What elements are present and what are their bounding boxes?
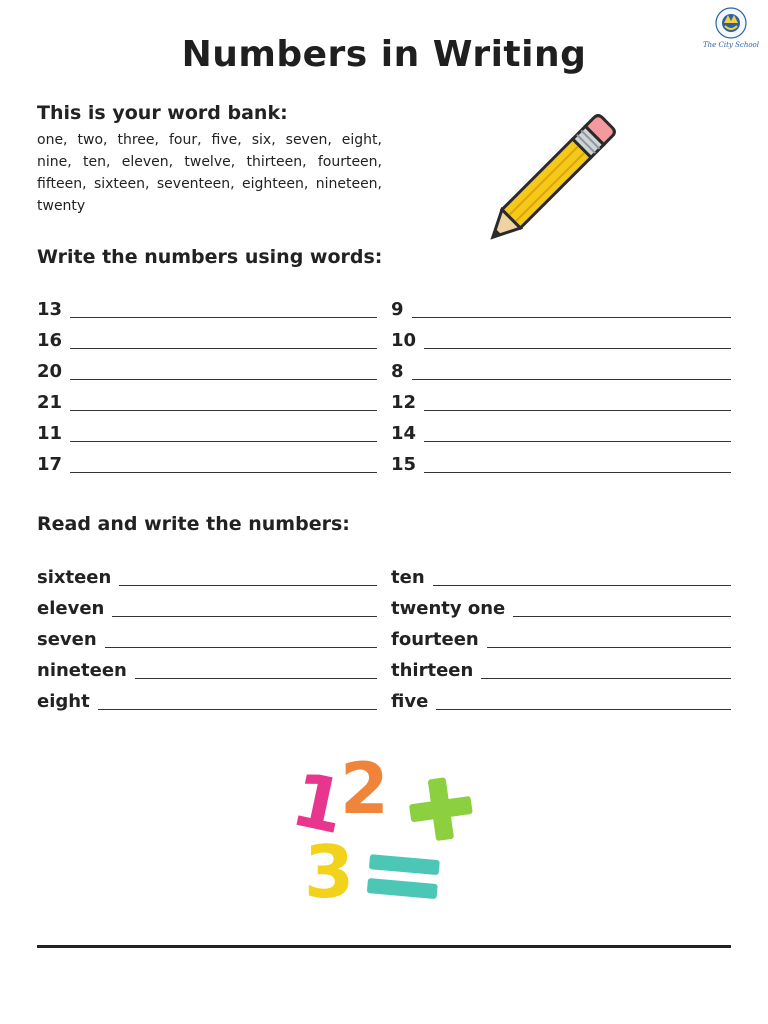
word-label: ten bbox=[391, 567, 425, 588]
word-label: thirteen bbox=[391, 660, 474, 681]
number-label: 11 bbox=[37, 423, 63, 444]
number-row bbox=[391, 326, 731, 352]
school-logo bbox=[700, 6, 762, 58]
number-label: 8 bbox=[391, 361, 404, 382]
word-label: eight bbox=[37, 691, 90, 712]
number-row bbox=[37, 419, 377, 445]
word-row bbox=[37, 594, 377, 620]
number-label: 9 bbox=[391, 299, 404, 320]
page-title: Numbers in Writing bbox=[181, 34, 587, 75]
word-label: seven bbox=[37, 629, 97, 650]
answer-line[interactable] bbox=[70, 378, 377, 380]
section-heading-words: Write the numbers using words: bbox=[37, 246, 383, 268]
answer-line[interactable] bbox=[70, 409, 377, 411]
word-label: twenty one bbox=[391, 598, 506, 619]
number-row bbox=[391, 450, 731, 476]
plus-sign-icon bbox=[406, 774, 476, 844]
word-row bbox=[391, 625, 731, 651]
equals-sign-icon bbox=[367, 854, 440, 899]
number-label: 16 bbox=[37, 330, 63, 351]
digit-two: 2 bbox=[340, 748, 389, 830]
word-label: fourteen bbox=[391, 629, 479, 650]
word-bank-heading: This is your word bank: bbox=[37, 102, 288, 124]
answer-line[interactable] bbox=[70, 471, 377, 473]
number-row bbox=[37, 388, 377, 414]
answer-line[interactable] bbox=[487, 646, 731, 648]
answer-line[interactable] bbox=[481, 677, 731, 679]
answer-line[interactable] bbox=[436, 708, 731, 710]
numbers-decoration-icon bbox=[260, 745, 490, 915]
word-label: sixteen bbox=[37, 567, 112, 588]
number-row bbox=[391, 357, 731, 383]
answer-line[interactable] bbox=[513, 615, 731, 617]
word-row bbox=[37, 563, 377, 589]
word-bank-text: one, two, three, four, five, six, seven, eight, nine, ten, eleven, twelve, thirteen, fourteen, fifteen, sixteen, seventeen, eighteen, nineteen, twenty bbox=[37, 132, 382, 214]
answer-line[interactable] bbox=[112, 615, 377, 617]
word-row bbox=[37, 687, 377, 713]
word-row bbox=[391, 563, 731, 589]
number-row bbox=[391, 388, 731, 414]
answer-line[interactable] bbox=[105, 646, 377, 648]
word-label: eleven bbox=[37, 598, 105, 619]
word-row bbox=[391, 656, 731, 682]
section-heading-numbers: Read and write the numbers: bbox=[37, 513, 350, 535]
school-logo-icon bbox=[714, 6, 748, 40]
word-row bbox=[391, 687, 731, 713]
bottom-divider bbox=[37, 945, 731, 948]
pencil-icon bbox=[475, 100, 635, 250]
digit-three: 3 bbox=[304, 830, 355, 914]
answer-line[interactable] bbox=[412, 378, 731, 380]
number-row bbox=[37, 450, 377, 476]
number-row bbox=[37, 326, 377, 352]
word-label: five bbox=[391, 691, 429, 712]
answer-line[interactable] bbox=[70, 440, 377, 442]
digit-one: 1 bbox=[284, 756, 353, 852]
number-row bbox=[37, 295, 377, 321]
logo-caption: The City School bbox=[702, 41, 760, 49]
number-label: 12 bbox=[391, 392, 417, 413]
answer-line[interactable] bbox=[119, 584, 377, 586]
number-label: 21 bbox=[37, 392, 63, 413]
number-label: 17 bbox=[37, 454, 63, 475]
answer-line[interactable] bbox=[433, 584, 731, 586]
number-label: 14 bbox=[391, 423, 417, 444]
answer-line[interactable] bbox=[412, 316, 731, 318]
number-row bbox=[391, 295, 731, 321]
number-label: 13 bbox=[37, 299, 63, 320]
number-label: 10 bbox=[391, 330, 417, 351]
word-label: nineteen bbox=[37, 660, 127, 681]
answer-line[interactable] bbox=[424, 440, 731, 442]
answer-line[interactable] bbox=[135, 677, 377, 679]
answer-line[interactable] bbox=[98, 708, 377, 710]
answer-line[interactable] bbox=[424, 471, 731, 473]
number-label: 15 bbox=[391, 454, 417, 475]
answer-line[interactable] bbox=[70, 347, 377, 349]
answer-line[interactable] bbox=[424, 409, 731, 411]
number-label: 20 bbox=[37, 361, 63, 382]
number-row bbox=[37, 357, 377, 383]
answer-line[interactable] bbox=[424, 347, 731, 349]
word-row bbox=[37, 656, 377, 682]
number-row bbox=[391, 419, 731, 445]
word-row bbox=[391, 594, 731, 620]
answer-line[interactable] bbox=[70, 316, 377, 318]
word-row bbox=[37, 625, 377, 651]
